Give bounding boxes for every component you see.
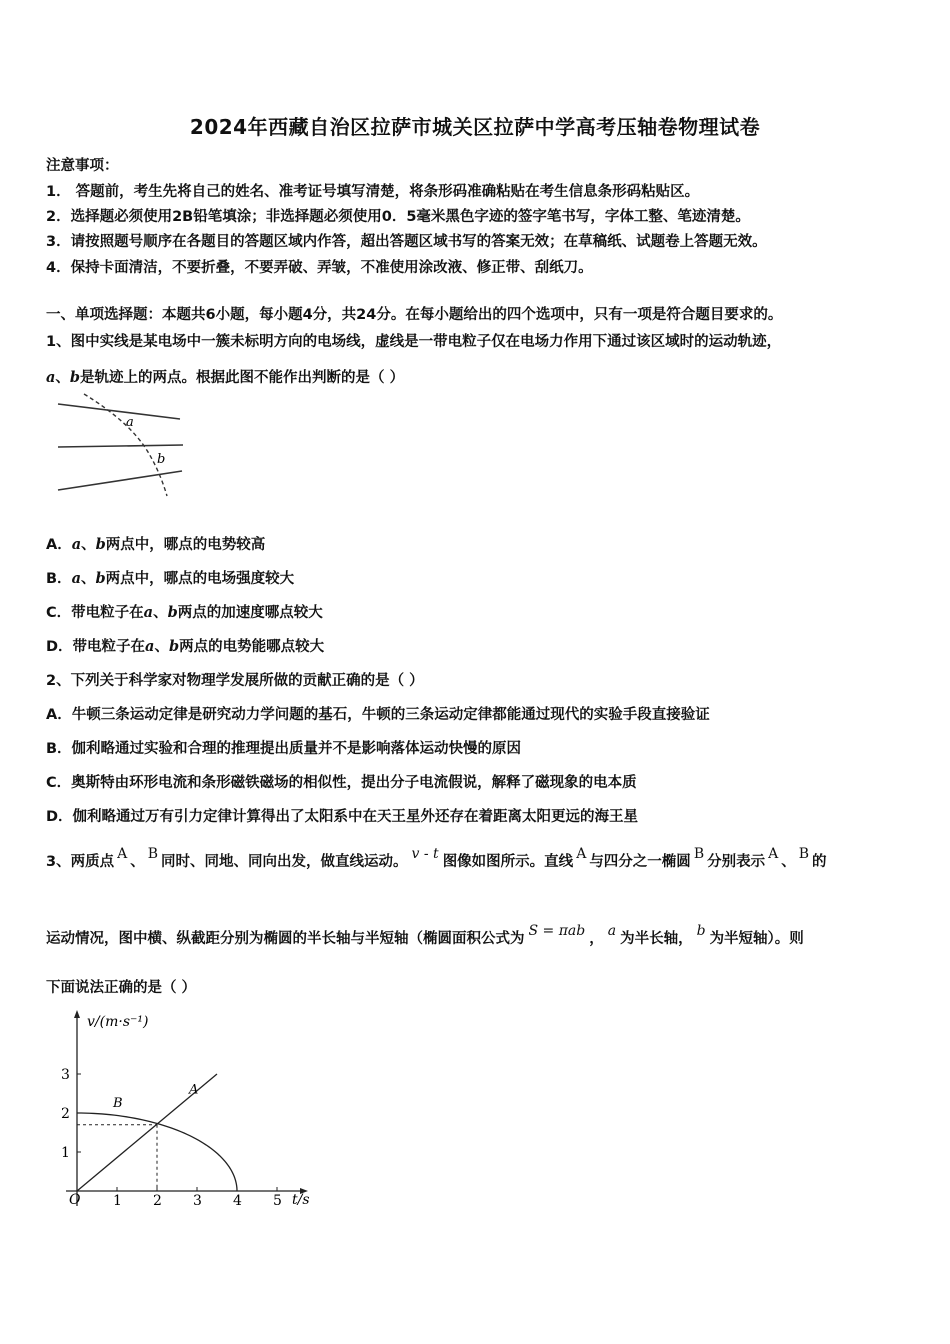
vt-chart [50,1008,320,1213]
q3-var-A: A [117,846,128,862]
field-line-top [58,404,180,419]
y-tick-label: 2 [61,1106,70,1122]
q3-stem-line3: 下面说法正确的是（ ） [46,980,197,996]
y-tick-label: 3 [61,1067,70,1083]
field-line-bottom [58,471,182,490]
q3-stem-line2: 运动情况，图中横、纵截距分别为椭圆的半长轴与半短轴（椭圆面积公式为 S = πab ， a 为半长轴， b 为半短轴）。则 [46,923,804,947]
q1-option-d[interactable]: D．带电粒子在a、b两点的电势能哪点较大 [46,638,325,655]
q1-option-c[interactable]: C．带电粒子在a、b两点的加速度哪点较大 [46,604,323,621]
q1-stem-line2: a、b是轨迹上的两点。根据此图不能作出判断的是（ ） [46,369,405,386]
point-b-label: b [157,452,166,467]
q1-option-b[interactable]: B．a、b两点中，哪点的电场强度较大 [46,570,295,587]
q2-stem: 2、下列关于科学家对物理学发展所做的贡献正确的是（ ） [46,673,424,689]
q2-option-d[interactable]: D．伽利略通过万有引力定律计算得出了太阳系中在天王星外还存在着距离太阳更远的海王星 [46,809,639,825]
notice-heading: 注意事项： [46,158,119,174]
q3-var-B: B [147,846,159,862]
notice-item-2: 2．选择题必须使用2B铅笔填涂；非选择题必须使用0．5毫米黑色字迹的签字笔书写，字体工整、笔迹清楚。 [46,209,750,225]
x-tick-label: 5 [273,1193,282,1209]
y-axis-arrow [74,1010,80,1018]
q1-var-a: a [46,369,56,386]
point-a-label: a [126,415,134,430]
q3-stem-line1: 3、两质点 A 、 B 同时、同地、同向出发，做直线运动。 v - t 图像如图所示。直线 A 与四分之一椭圆 B 分别表示 A 、 B 的 [46,846,827,870]
x-tick-label: 3 [193,1193,202,1209]
series-B-label: B [113,1096,123,1112]
series-A-label: A [189,1082,199,1098]
q2-option-b[interactable]: B．伽利略通过实验和合理的推理提出质量并不是影响落体运动快慢的原因 [46,741,522,757]
field-line-middle [58,445,183,447]
notice-item-4: 4．保持卡面清洁，不要折叠，不要弄破、弄皱，不准使用涂改液、修正带、刮纸刀。 [46,260,593,276]
q3-vt-label: v - t [411,846,439,862]
q1-var-b: b [69,369,81,386]
y-tick-label: 1 [61,1145,70,1161]
x-tick-label: 4 [233,1193,242,1209]
q1-stem-line1: 1、图中实线是某电场中一簇未标明方向的电场线，虚线是一带电粒子仅在电场力作用下通过该区域时的运动轨迹， [46,334,782,350]
x-tick-label: 2 [153,1193,162,1209]
notice-item-1: 1． 答题前，考生先将自己的姓名、准考证号填写清楚，将条形码准确粘贴在考生信息条形码粘贴区。 [46,184,700,200]
notice-item-3: 3．请按照题号顺序在各题目的答题区域内作答，超出答题区域书写的答案无效；在草稿纸、试题卷上答题无效。 [46,234,767,250]
page-title: 2024年西藏自治区拉萨市城关区拉萨中学高考压轴卷物理试卷 [189,115,761,139]
section-heading: 一、单项选择题：本题共6小题，每小题4分，共24分。在每小题给出的四个选项中，只有一项是符合题目要求的。 [46,307,783,323]
q2-option-a[interactable]: A．牛顿三条运动定律是研究动力学问题的基石，牛顿的三条运动定律都能通过现代的实验手段直接验证 [46,707,710,723]
y-axis-label: v/(m·s⁻¹) [87,1014,149,1030]
origin-label: O [69,1192,81,1208]
q1-field-figure [50,392,190,502]
q1-option-a[interactable]: A．a、b两点中，哪点的电势较高 [46,536,266,553]
x-tick-label: 1 [113,1193,122,1209]
x-axis-label: t/s [292,1192,310,1208]
q2-option-c[interactable]: C．奥斯特由环形电流和条形磁铁磁场的相似性，提出分子电流假说，解释了磁现象的电本质 [46,775,637,791]
ellipse-area-formula: S = πab [528,923,586,939]
